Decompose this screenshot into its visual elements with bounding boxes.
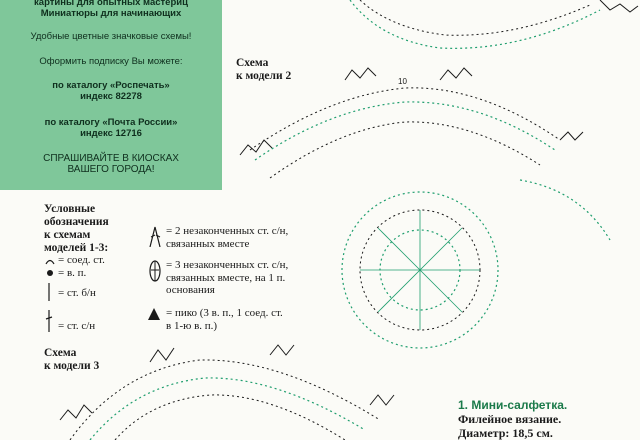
- promo-ask-text: СПРАШИВАЙТЕ В КИОСКАХ ВАШЕГО ГОРОДА!: [43, 153, 179, 175]
- sl-st-icon: [44, 257, 56, 265]
- sc-icon: [46, 283, 52, 301]
- promo-schemes-text: Удобные цветные значковые схемы!: [30, 31, 192, 42]
- promo-subscribe-text: Оформить подписку Вы можете:: [39, 56, 183, 67]
- article-subtitle: Филейное вязание.: [458, 412, 562, 426]
- diagram-model-1-fragment: [350, 0, 638, 48]
- chain-icon: [46, 269, 54, 277]
- article-block: [458, 398, 567, 440]
- diagram-model-3: [60, 345, 394, 440]
- promo-catalog-pochta: по каталогу «Почта России» индекс 12716: [44, 117, 178, 139]
- article-diameter: Диаметр: 18,5 см.: [458, 426, 553, 440]
- legend-title: Условные обозначения к схемам моделей 1-3:: [44, 203, 109, 254]
- schema-2-label: Схема к модели 2: [236, 57, 292, 82]
- legend-item-dc3cluster: = 3 незаконченных ст. с/н, связанных вместе, на 1 п. основания: [166, 259, 289, 296]
- promo-catalog-rospechat: по каталогу «Роспечать» индекс 82278: [52, 80, 170, 102]
- dc-icon: [44, 310, 54, 332]
- article-title: 1. Мини-салфетка.: [458, 398, 568, 412]
- diagram-model-2: [240, 68, 610, 348]
- legend-item-sc: = ст. б/н: [58, 287, 96, 299]
- row-number: 10: [398, 77, 407, 86]
- picot-icon: [148, 308, 160, 320]
- dc2tog-icon: [148, 225, 162, 247]
- promo-top-text: картины для опытных мастериц Миниатюры для начинающих: [34, 0, 188, 19]
- legend-item-picot: = пико (3 в. п., 1 соед. ст. в 1-ю в. п.): [166, 307, 283, 332]
- legend-item-sl-st: = соед. ст.: [58, 254, 105, 266]
- dc3cluster-icon: [148, 259, 162, 283]
- schema-3-label: Схема к модели 3: [44, 347, 100, 372]
- legend-item-chain: = в. п.: [58, 267, 87, 279]
- legend-item-dc2tog: = 2 незаконченных ст. с/н, связанных вместе: [166, 225, 289, 250]
- legend-item-dc: = ст. с/н: [58, 320, 96, 332]
